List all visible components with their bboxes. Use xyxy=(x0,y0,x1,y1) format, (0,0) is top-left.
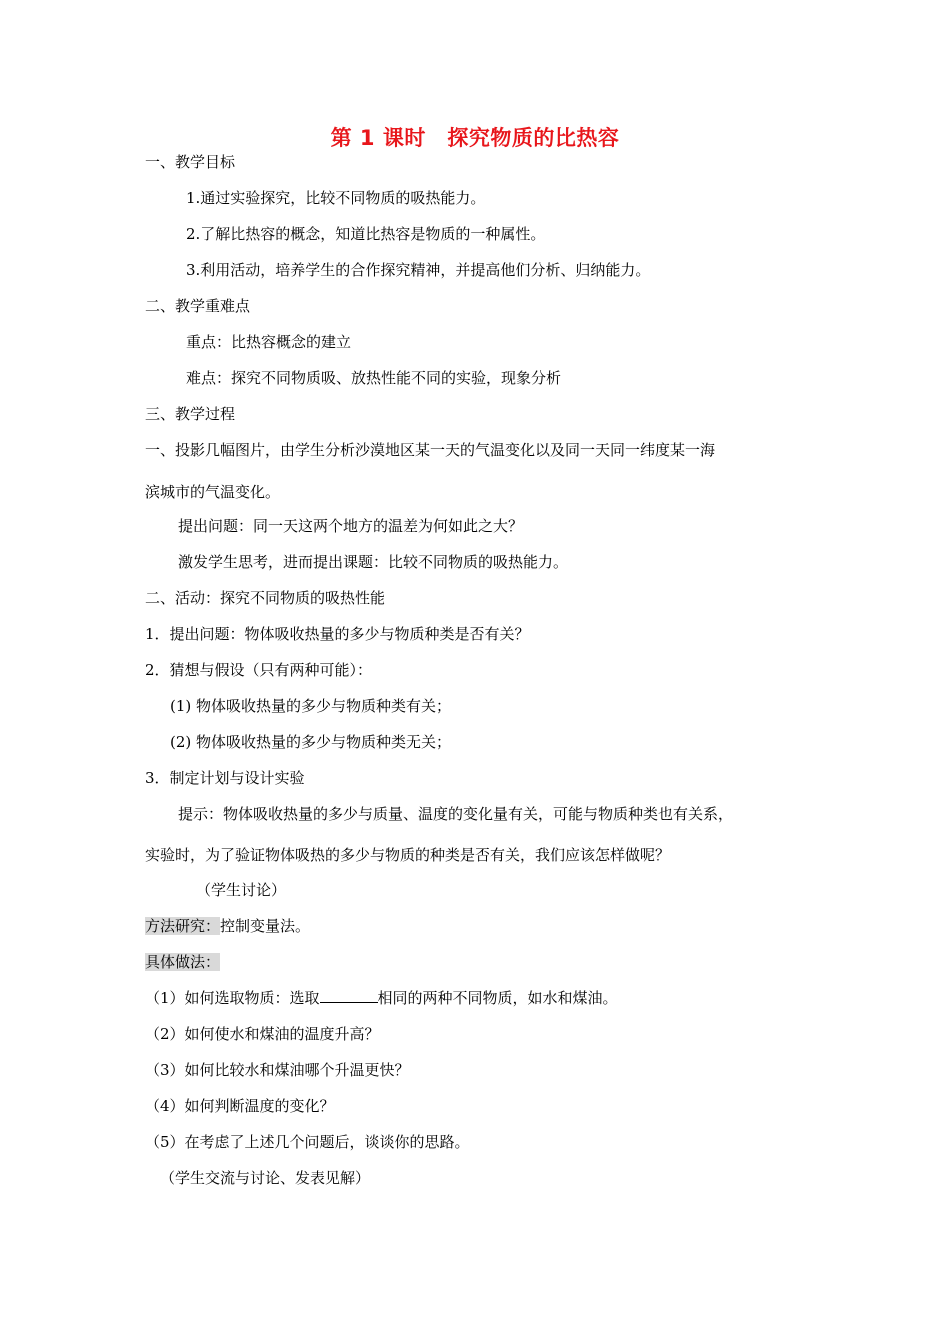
section-heading-key-points: 二、教学重难点 xyxy=(145,297,251,315)
intro-paragraph-line: 一、投影几幅图片，由学生分析沙漠地区某一天的气温变化以及同一天同一纬度某一海 xyxy=(145,441,716,459)
question-item: （2）如何使水和煤油的温度升高？ xyxy=(145,1025,380,1043)
hint-paragraph-line: 提示：物体吸收热量的多少与质量、温度的变化量有关，可能与物质种类也有关系， xyxy=(178,805,734,823)
activity-heading: 二、活动：探究不同物质的吸热性能 xyxy=(145,589,386,607)
question-item: （4）如何判断温度的变化？ xyxy=(145,1097,335,1115)
question-text: 相同的两种不同物质，如水和煤油。 xyxy=(377,989,618,1007)
inspire-paragraph: 激发学生思考，进而提出课题：比较不同物质的吸热能力。 xyxy=(178,553,569,571)
step-item: 1．提出问题：物体吸收热量的多少与物质种类是否有关？ xyxy=(145,625,530,643)
fill-in-blank xyxy=(320,988,378,1003)
method-line xyxy=(145,916,310,936)
method-value: 控制变量法。 xyxy=(220,917,311,935)
question-paragraph: 提出问题：同一天这两个地方的温差为何如此之大？ xyxy=(178,517,524,535)
key-point: 重点：比热容概念的建立 xyxy=(186,333,352,351)
difficult-point: 难点：探究不同物质吸、放热性能不同的实验，现象分析 xyxy=(186,369,562,387)
page-title: 第 1 课时 探究物质的比热容 xyxy=(330,126,620,150)
discussion-note: （学生讨论） xyxy=(196,881,287,899)
step-item: 3．制定计划与设计实验 xyxy=(145,769,305,787)
step-item: 2．猜想与假设（只有两种可能）： xyxy=(145,661,373,679)
exchange-note: （学生交流与讨论、发表见解） xyxy=(160,1169,371,1187)
section-heading-goals: 一、教学目标 xyxy=(145,153,236,171)
question-item: （5）在考虑了上述几个问题后，谈谈你的思路。 xyxy=(145,1133,470,1151)
method-label: 方法研究： xyxy=(145,917,221,935)
goal-item: 3.利用活动，培养学生的合作探究精神，并提高他们分析、归纳能力。 xyxy=(186,261,651,279)
goal-item: 2.了解比热容的概念，知道比热容是物质的一种属性。 xyxy=(186,225,546,243)
hypothesis-item: (2) 物体吸收热量的多少与物质种类无关； xyxy=(170,733,452,751)
goal-item: 1.通过实验探究，比较不同物质的吸热能力。 xyxy=(186,189,486,207)
hint-paragraph-line: 实验时，为了验证物体吸热的多少与物质的种类是否有关，我们应该怎样做呢？ xyxy=(145,846,671,864)
question-item xyxy=(145,988,618,1008)
hypothesis-item: (1) 物体吸收热量的多少与物质种类有关； xyxy=(170,697,452,715)
question-item: （3）如何比较水和煤油哪个升温更快？ xyxy=(145,1061,410,1079)
concrete-line xyxy=(145,952,220,972)
intro-paragraph-line: 滨城市的气温变化。 xyxy=(145,483,281,501)
question-text: （1）如何选取物质：选取 xyxy=(145,989,320,1007)
section-heading-process: 三、教学过程 xyxy=(145,405,236,423)
concrete-label: 具体做法： xyxy=(145,953,221,971)
